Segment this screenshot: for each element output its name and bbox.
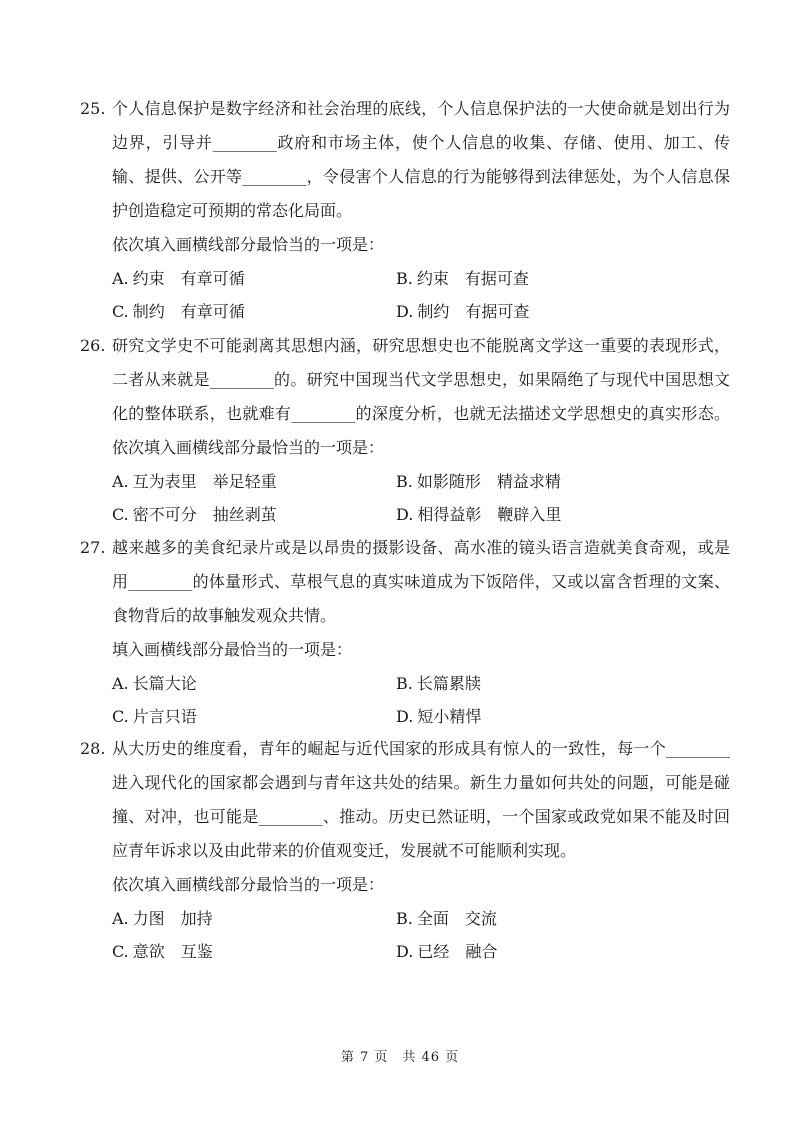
question-text: 食物背后的故事触发观众共情。 xyxy=(112,606,337,625)
option-a[interactable] xyxy=(112,262,245,295)
question-text: 二者从来就是________的。研究中国现当代文学思想史，如果隔绝了与现代中国思想文 xyxy=(112,370,730,389)
option-letter: C. xyxy=(112,707,129,726)
question-line xyxy=(80,565,730,599)
option-text: 意欲 互鉴 xyxy=(132,942,213,961)
option-text: 互为表里 举足轻重 xyxy=(132,472,277,491)
question-27 xyxy=(80,531,730,733)
option-text: 制约 有章可循 xyxy=(132,302,245,321)
question-26 xyxy=(80,329,730,531)
option-row xyxy=(80,465,730,498)
question-text: 边界，引导并________政府和市场主体，使个人信息的收集、存储、使用、加工、传 xyxy=(112,133,730,152)
question-25 xyxy=(80,92,730,328)
option-letter: D. xyxy=(396,942,414,961)
option-letter: A. xyxy=(112,909,129,928)
question-line xyxy=(80,800,730,834)
question-text: 进入现代化的国家都会遇到与青年这共处的结果。新生力量如何共处的问题，可能是碰 xyxy=(112,773,730,792)
option-row xyxy=(80,295,730,328)
option-c[interactable] xyxy=(112,295,245,328)
option-a[interactable] xyxy=(112,667,197,700)
option-text: 已经 融合 xyxy=(417,942,498,961)
option-row xyxy=(80,667,730,700)
question-instruction xyxy=(80,228,730,262)
option-d[interactable] xyxy=(396,935,497,968)
question-instruction xyxy=(80,868,730,902)
options xyxy=(80,465,730,531)
option-text: 制约 有据可查 xyxy=(417,302,530,321)
question-line xyxy=(80,126,730,160)
question-line xyxy=(80,531,730,565)
question-line xyxy=(80,363,730,397)
option-d[interactable] xyxy=(396,295,529,328)
question-instruction xyxy=(80,431,730,465)
option-letter: D. xyxy=(396,505,414,524)
option-row xyxy=(80,902,730,935)
question-line xyxy=(80,834,730,868)
option-letter: A. xyxy=(112,472,129,491)
question-line xyxy=(80,160,730,194)
option-text: 短小精悍 xyxy=(417,707,482,726)
option-c[interactable] xyxy=(112,498,277,531)
option-text: 长篇累牍 xyxy=(416,674,481,693)
question-number: 26. xyxy=(80,336,106,355)
question-instruction xyxy=(80,633,730,667)
question-line xyxy=(80,599,730,633)
page-footer: 第 7 页 共 46 页 xyxy=(340,1050,460,1065)
question-line xyxy=(80,766,730,800)
option-letter: B. xyxy=(396,674,413,693)
question-text: 用________的体量形式、草根气息的真实味道成为下饭陪伴，又或以富含哲理的文案、 xyxy=(112,572,730,591)
instruction-text: 依次填入画横线部分最恰当的一项是： xyxy=(112,438,385,457)
option-text: 片言只语 xyxy=(132,707,197,726)
question-line xyxy=(80,92,730,126)
question-text: 研究文学史不可能剥离其思想内涵，研究思想史也不能脱离文学这一重要的表现形式， xyxy=(112,336,730,355)
question-number: 28. xyxy=(80,739,106,758)
option-letter: D. xyxy=(396,302,414,321)
question-text: 个人信息保护是数字经济和社会治理的底线，个人信息保护法的一大使命就是划出行为 xyxy=(112,99,730,118)
option-b[interactable] xyxy=(396,902,497,935)
option-letter: D. xyxy=(396,707,414,726)
option-b[interactable] xyxy=(396,667,481,700)
question-number: 25. xyxy=(80,99,106,118)
option-letter: B. xyxy=(396,269,413,288)
option-letter: C. xyxy=(112,302,129,321)
option-text: 如影随形 精益求精 xyxy=(416,472,561,491)
option-text: 约束 有章可循 xyxy=(132,269,245,288)
question-text: 输、提供、公开等________，令侵害个人信息的行为能够得到法律惩处，为个人信息保 xyxy=(112,167,730,186)
question-text: 从大历史的维度看，青年的崛起与近代国家的形成具有惊人的一致性，每一个________ xyxy=(112,739,730,758)
option-row xyxy=(80,262,730,295)
options xyxy=(80,902,730,968)
option-row xyxy=(80,498,730,531)
question-text: 化的整体联系，也就难有________的深度分析，也就无法描述文学思想史的真实形态。 xyxy=(112,404,730,423)
option-c[interactable] xyxy=(112,700,197,733)
option-b[interactable] xyxy=(396,262,529,295)
question-number: 27. xyxy=(80,538,106,557)
option-text: 密不可分 抽丝剥茧 xyxy=(132,505,277,524)
option-text: 全面 交流 xyxy=(416,909,497,928)
option-letter: B. xyxy=(396,472,413,491)
option-row xyxy=(80,935,730,968)
question-line xyxy=(80,397,730,431)
instruction-text: 依次填入画横线部分最恰当的一项是： xyxy=(112,235,385,254)
question-28 xyxy=(80,732,730,968)
option-d[interactable] xyxy=(396,700,481,733)
option-c[interactable] xyxy=(112,935,213,968)
option-letter: C. xyxy=(112,942,129,961)
option-text: 相得益彰 鞭辟入里 xyxy=(417,505,562,524)
option-text: 长篇大论 xyxy=(132,674,197,693)
option-b[interactable] xyxy=(396,465,561,498)
option-letter: B. xyxy=(396,909,413,928)
instruction-text: 依次填入画横线部分最恰当的一项是： xyxy=(112,875,385,894)
option-a[interactable] xyxy=(112,465,277,498)
question-line xyxy=(80,194,730,228)
question-text: 应青年诉求以及由此带来的价值观变迁，发展就不可能顺利实现。 xyxy=(112,841,577,860)
instruction-text: 填入画横线部分最恰当的一项是： xyxy=(112,640,353,659)
options xyxy=(80,262,730,328)
option-d[interactable] xyxy=(396,498,561,531)
question-text: 护创造稳定可预期的常态化局面。 xyxy=(112,201,353,220)
options xyxy=(80,667,730,733)
question-line xyxy=(80,329,730,363)
option-letter: A. xyxy=(112,269,129,288)
option-text: 约束 有据可查 xyxy=(416,269,529,288)
option-text: 力图 加持 xyxy=(132,909,213,928)
option-a[interactable] xyxy=(112,902,213,935)
option-row xyxy=(80,700,730,733)
question-line xyxy=(80,732,730,766)
question-text: 越来越多的美食纪录片或是以昂贵的摄影设备、高水准的镜头语言造就美食奇观，或是 xyxy=(112,538,730,557)
option-letter: C. xyxy=(112,505,129,524)
option-letter: A. xyxy=(112,674,129,693)
question-text: 撞、对冲，也可能是________、推动。历史已然证明，一个国家或政党如果不能及时回 xyxy=(112,807,730,826)
